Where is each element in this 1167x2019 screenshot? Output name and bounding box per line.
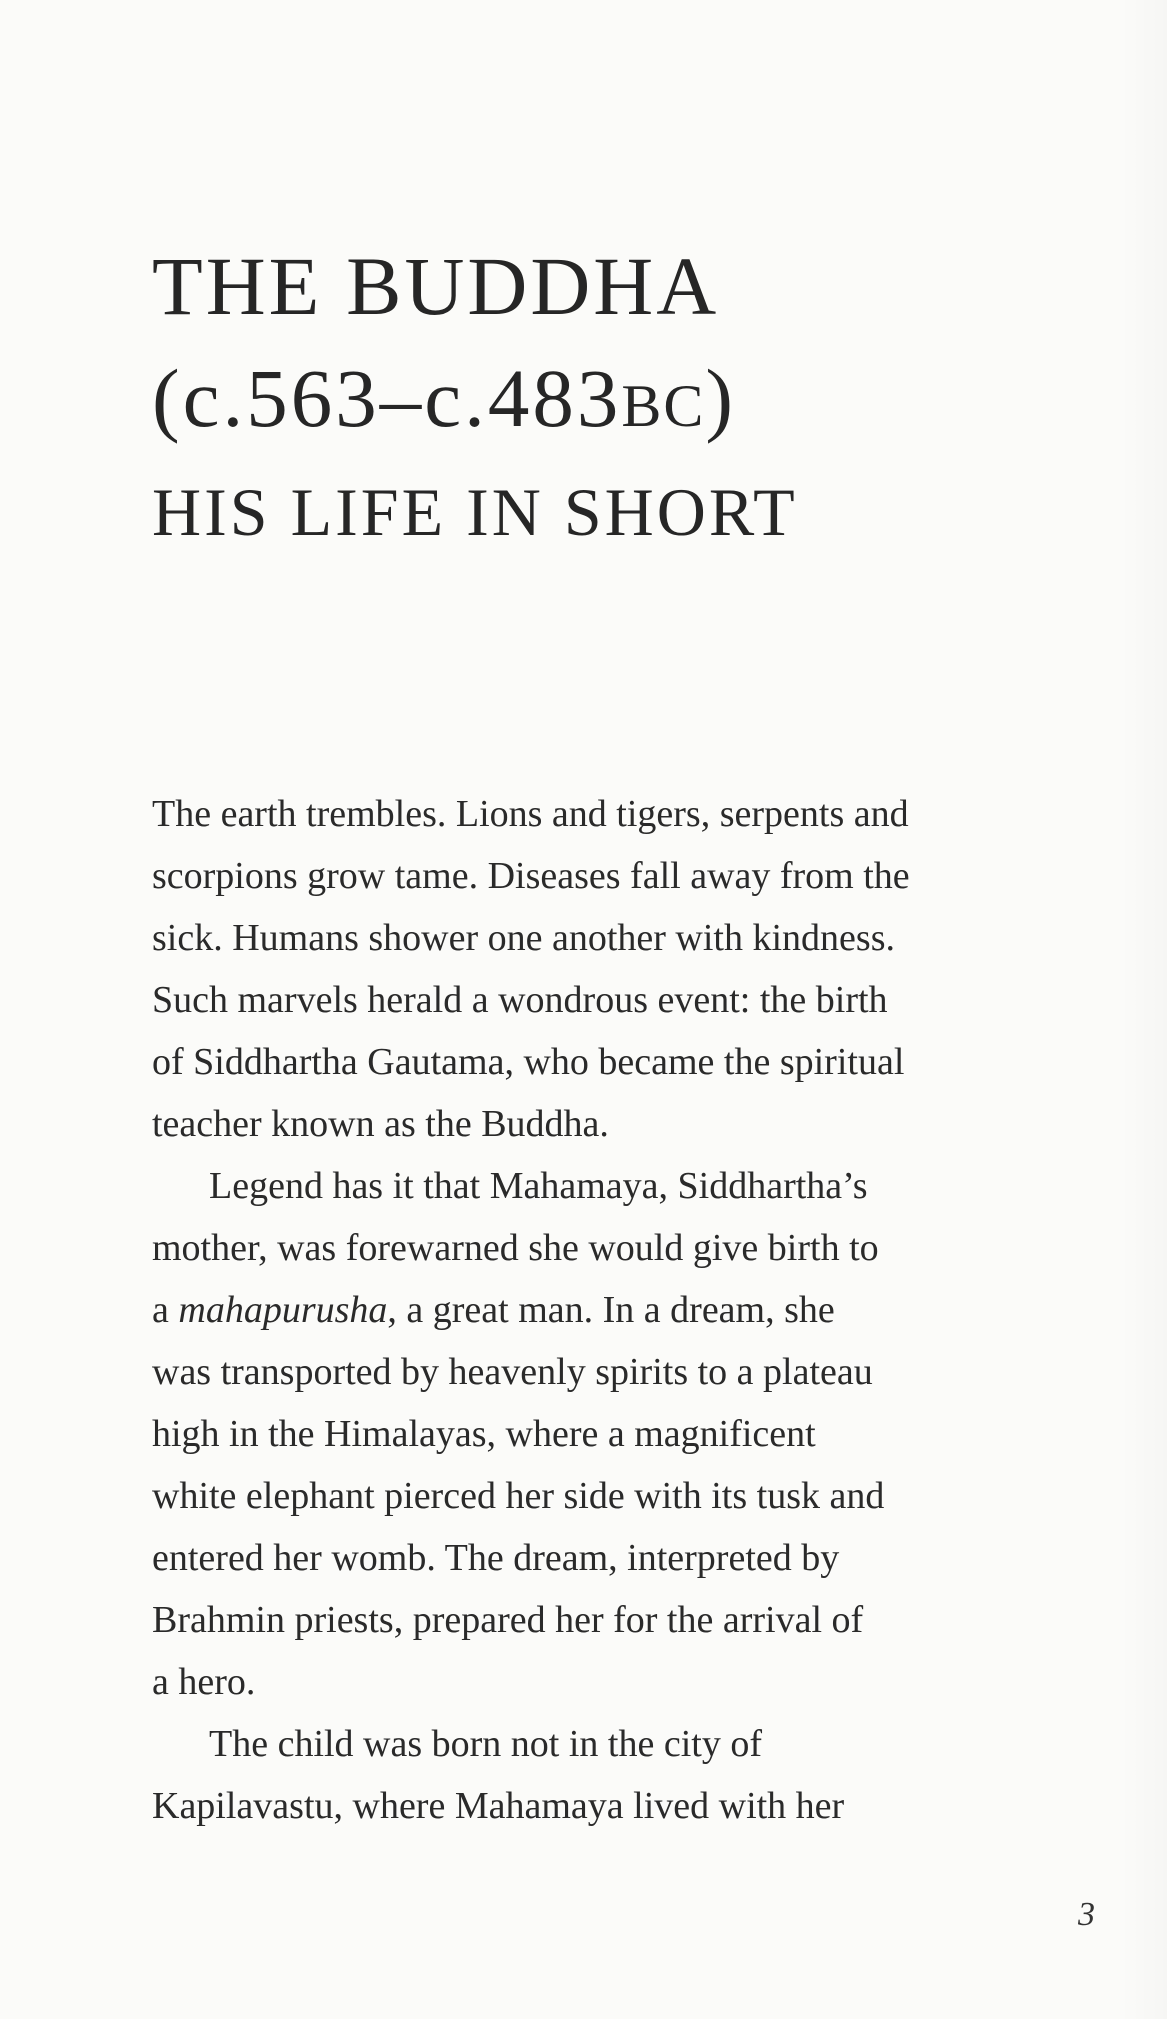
text-line: of Siddhartha Gautama, who became the spiritual [152,1041,905,1083]
text-line: mother, was forewarned she would give birth to [152,1227,879,1269]
page-edge-shadow [1120,0,1167,2019]
text-line: high in the Himalayas, where a magnificent [152,1413,816,1455]
chapter-heading [152,230,1052,552]
dates-close: ) [705,352,737,444]
text-line: The earth trembles. Lions and tigers, serpents and [152,793,909,835]
page-number: 3 [1078,1896,1095,1933]
dates-era: BC [621,373,706,439]
paragraph-2 [152,1155,1082,1713]
chapter-dates [152,342,1052,462]
text-line: was transported by heavenly spirits to a plateau [152,1351,873,1393]
text-segment: a [152,1289,179,1331]
text-line: Such marvels herald a wondrous event: the birth [152,979,888,1021]
italic-term: mahapurusha [178,1289,388,1331]
text-line: white elephant pierced her side with its tusk and [152,1475,885,1517]
chapter-subtitle: HIS LIFE IN SHORT [152,474,798,550]
dates-range: (c.563–c.483 [152,352,622,444]
text-line: The child was born not in the city of [209,1723,762,1765]
text-line: Kapilavastu, where Mahamaya lived with her [152,1785,845,1827]
chapter-title: THE BUDDHA [152,240,720,332]
body-text [152,783,1082,1837]
text-line: Legend has it that Mahamaya, Siddhartha’s [209,1165,868,1207]
text-line: sick. Humans shower one another with kindness. [152,917,895,959]
text-line: entered her womb. The dream, interpreted by [152,1537,840,1579]
paragraph-1 [152,783,1082,1155]
text-line: Brahmin priests, prepared her for the arrival of [152,1599,864,1641]
text-segment: , a great man. In a dream, she [387,1289,835,1331]
text-line [152,1279,1082,1341]
text-line: scorpions grow tame. Diseases fall away from the [152,855,910,897]
paragraph-3 [152,1713,1082,1837]
text-line: teacher known as the Buddha. [152,1103,609,1145]
text-line: a hero. [152,1661,256,1703]
